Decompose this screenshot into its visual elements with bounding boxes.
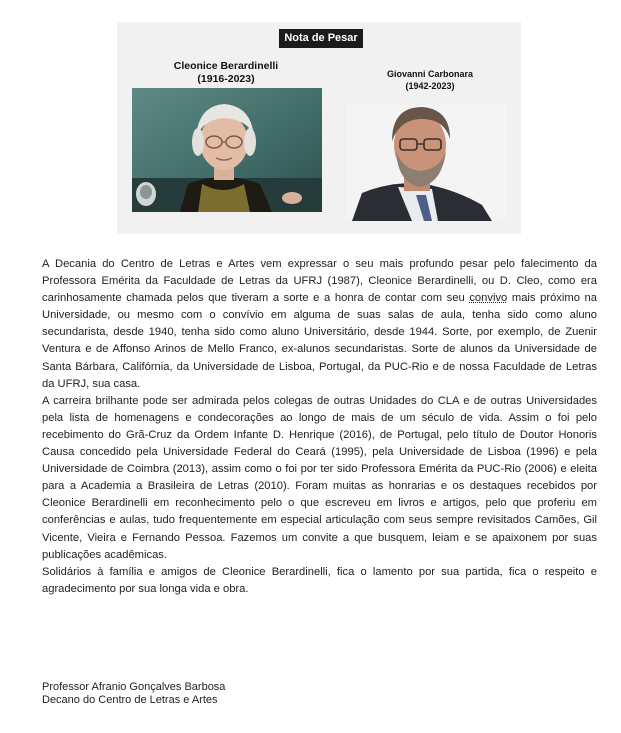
underlined-word: convivo [469,292,508,305]
paragraph-1 [42,256,597,393]
person2-photo [346,105,506,221]
paragraph-2: A carreira brilhante pode ser admirada pelos colegas de outras Unidades do CLA e de outras Universidades pela lista de homenagens e condecorações ao longo de mais de um século de vida. Assim o foi pelo recebimento do Grã-Cruz da Ordem Infante D. Henrique (2016), de Portugal, pelo título de Doutor Honoris Causa concedido pela Universidade Federal do Ceará (1995), pela Universidade de Lisboa (1996) e pela Universidade de Coimbra (2013), assim como o foi por ter sido Professora Emérita da PUC-Rio (2006) e eleita para a Academia a Brasileira de Letras (2010). Foram muitas as honrarias e os destaques recebidos por Cleonice Berardinelli em reconhecimento pelo o que escreveu em livros e artigos, pelo que proferiu em conferências e aulas, tudo frequentemente em especial articulação com seus sempre revisitados Camões, Gil Vicente, Vieira e Fernando Pessoa. Fazemos um convite a que busquem, leiam e se apaixonem por suas publicações acadêmicas. [42,394,597,561]
person1-photo [132,88,322,212]
paragraph-3: Solidários à família e amigos de Cleonice Berardinelli, fica o lamento por sua partida, fica o respeito e agradecimento por sua longa vida e obra. [42,565,597,595]
person1-name: Cleonice Berardinelli [173,60,279,72]
paragraph-1-start: A Decania do Centro de Letras e Artes vem expressar o seu mais profundo pesar pelo falecimento da Professora Emérita da Faculdade de Letras da UFRJ (1987), Cleonice Berardinelli, ou D. Cleo, como era carinhosamente chamada pelos que tiveram a sorte e a honra de contar com seu [42,258,597,305]
memorial-text [42,256,597,598]
signature-role: Decano do Centro de Letras e Artes [42,694,218,706]
memorial-banner [117,22,521,234]
person2-caption [365,68,495,92]
nota-de-pesar-tag: Nota de Pesar [279,29,363,48]
person2-name: Giovanni Carbonara [386,69,474,79]
paragraph-1-end: mais próximo na Universidade, ou mesmo com o convívio em alguma de suas salas de aula, tenha sido como aluno secundarista, desde 1940, tenha sido como aluno Universitário, desde 1944. Sorte, por exemplo, de Zuenir Ventura e de Affonso Arinos de Mello Franco, ex-alunos secundaristas. Sorte de alunos da Universidade de Santa Bárbara, Califórnia, da Universidade de Lisboa, Portugal, da PUC-Rio e de nossa Faculdade de Letras da UFRJ, sua casa. [42,292,597,390]
person2-years: (1942-2023) [405,81,455,91]
person1-years: (1916-2023) [197,73,255,85]
signature [42,681,225,707]
person1-caption [145,60,307,86]
signature-name: Professor Afranio Gonçalves Barbosa [42,681,226,693]
